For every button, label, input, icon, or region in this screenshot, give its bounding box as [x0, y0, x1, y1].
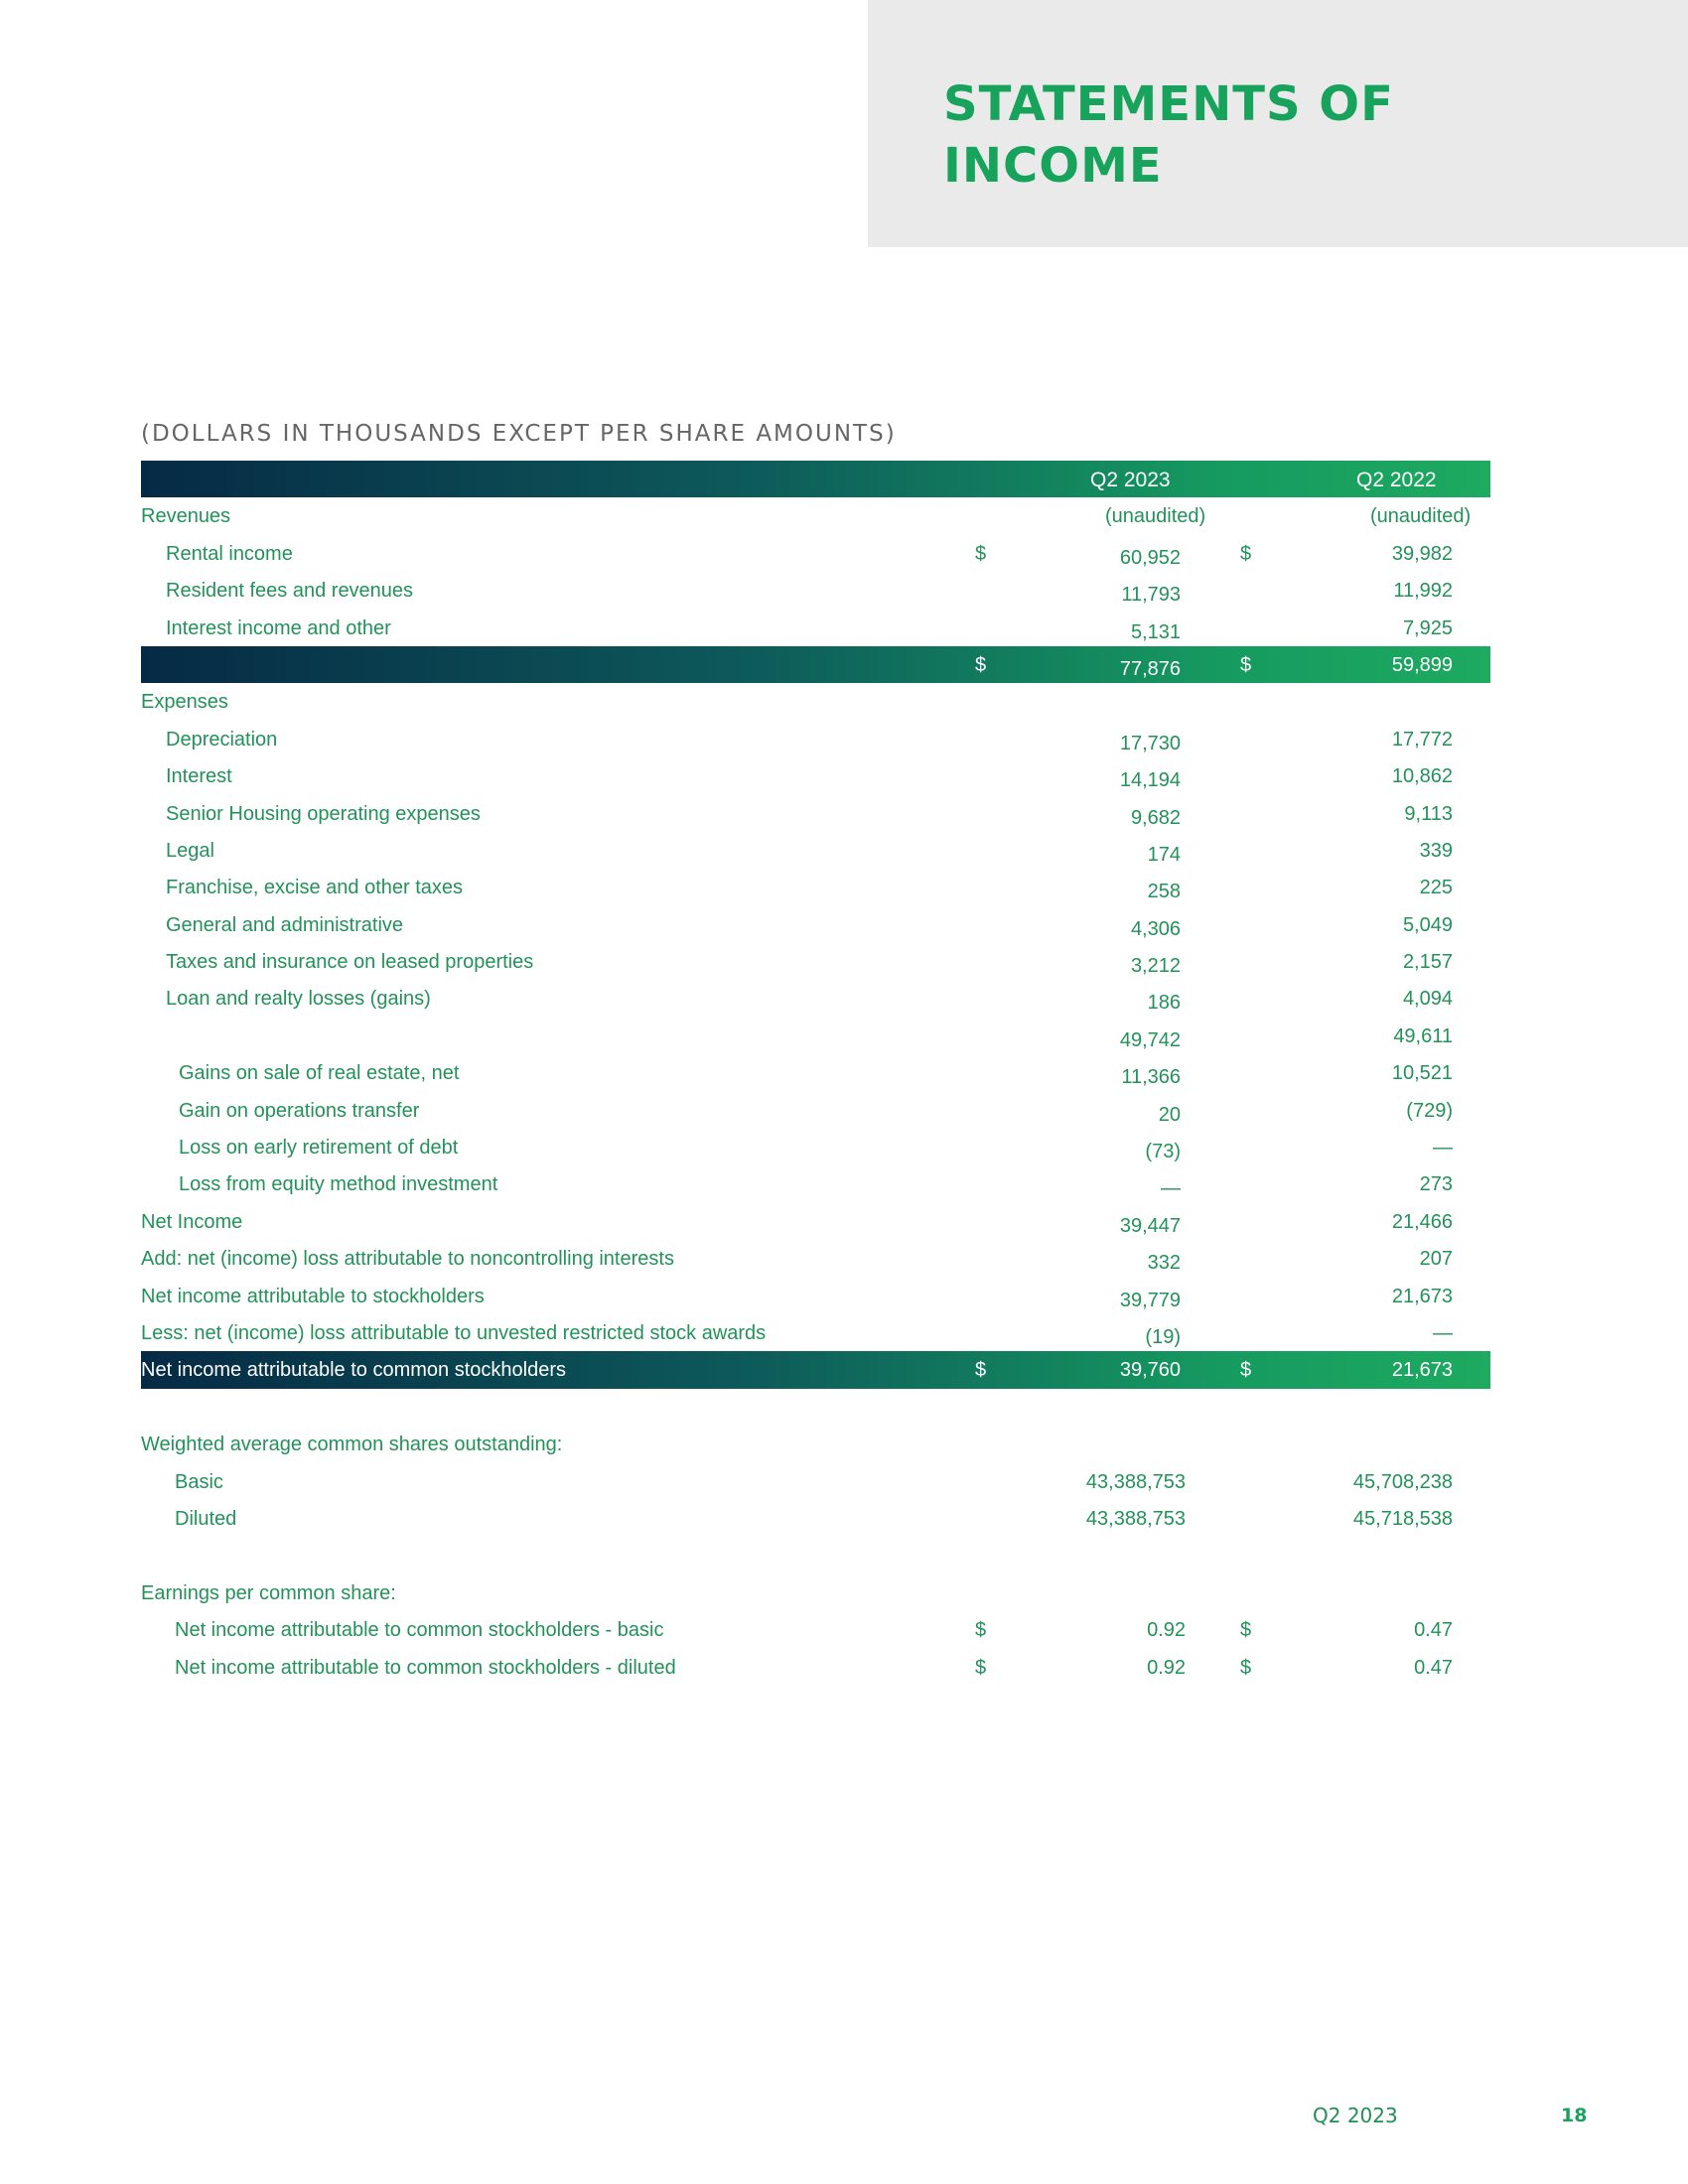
- row-label: Rental income: [166, 542, 293, 565]
- value-q2-2023: 17,730: [1119, 732, 1181, 754]
- row-label: Net Income: [141, 1210, 243, 1233]
- currency-symbol: $: [1240, 1359, 1252, 1382]
- row-label: Basic: [175, 1470, 223, 1493]
- table-row: [141, 535, 1490, 572]
- value-q2-2023: 39,760: [1119, 1359, 1181, 1382]
- value-q2-2023: 9,682: [1130, 806, 1181, 829]
- currency-symbol: $: [975, 653, 987, 676]
- row-label: General and administrative: [166, 913, 404, 936]
- value-q2-2022: 21,466: [1391, 1210, 1453, 1233]
- value-q2-2022: 9,113: [1404, 802, 1453, 825]
- value-q2-2022: 225: [1419, 877, 1453, 899]
- value-q2-2022: 0.47: [1414, 1619, 1453, 1642]
- table-row: [141, 832, 1490, 869]
- row-label: Diluted: [175, 1507, 237, 1530]
- value-q2-2022: 10,521: [1391, 1062, 1453, 1085]
- table-row: [141, 1500, 1490, 1537]
- table-row: [141, 757, 1490, 794]
- value-q2-2023: 0.92: [1147, 1619, 1186, 1642]
- value-q2-2023: (19): [1145, 1325, 1181, 1348]
- row-label: Taxes and insurance on leased properties: [166, 951, 534, 974]
- row-label: Net income attributable to common stockholders - basic: [175, 1619, 664, 1642]
- currency-symbol: $: [1240, 653, 1252, 676]
- value-q2-2023: —: [1161, 1177, 1181, 1200]
- section-label: Revenues: [141, 505, 231, 528]
- value-q2-2023: 60,952: [1119, 546, 1181, 569]
- table-row: [141, 1054, 1490, 1091]
- value-q2-2022: 45,708,238: [1352, 1470, 1453, 1493]
- table-row: [141, 1129, 1490, 1165]
- value-q2-2022: 10,862: [1391, 765, 1453, 788]
- value-q2-2022: 45,718,538: [1352, 1507, 1453, 1530]
- table-row: [141, 1278, 1490, 1314]
- table-row: [141, 1165, 1490, 1202]
- currency-symbol: $: [1240, 1656, 1252, 1679]
- value-q2-2023: 3,212: [1130, 955, 1181, 978]
- column-header-q2-2022: Q2 2022: [1356, 469, 1437, 491]
- table-row: [141, 795, 1490, 832]
- row-label: Net income attributable to common stockholders - diluted: [175, 1656, 676, 1679]
- row-label: Resident fees and revenues: [166, 580, 414, 603]
- section-label: Weighted average common shares outstanding:: [141, 1433, 563, 1456]
- title-panel: [868, 0, 1688, 247]
- value-q2-2022: (729): [1406, 1099, 1453, 1122]
- value-q2-2022: 11,992: [1393, 580, 1453, 603]
- value-q2-2023: 39,779: [1119, 1289, 1181, 1311]
- net-income-common-band: [141, 1351, 1490, 1388]
- value-q2-2022: —: [1433, 1137, 1453, 1160]
- table-row: [141, 1649, 1490, 1686]
- row-label: Net income attributable to stockholders: [141, 1285, 485, 1307]
- value-q2-2022: 21,673: [1391, 1285, 1453, 1307]
- value-q2-2023: 5,131: [1130, 620, 1181, 643]
- table-row: [141, 1611, 1490, 1648]
- value-q2-2023: (73): [1145, 1141, 1181, 1163]
- currency-symbol: $: [975, 1656, 987, 1679]
- column-header-q2-2023: Q2 2023: [1090, 469, 1171, 491]
- section-eps: [141, 1574, 1490, 1611]
- value-q2-2023: 43,388,753: [1085, 1507, 1186, 1530]
- value-q2-2023: 20: [1158, 1103, 1181, 1126]
- row-label: Interest income and other: [166, 616, 391, 639]
- value-q2-2022: 17,772: [1391, 728, 1453, 751]
- row-label: Interest: [166, 765, 232, 788]
- section-expenses: [141, 683, 1490, 720]
- value-q2-2023: 14,194: [1119, 769, 1181, 792]
- value-q2-2023: 39,447: [1119, 1214, 1181, 1237]
- section-label: Expenses: [141, 691, 228, 714]
- spacer: [141, 1389, 1490, 1426]
- value-q2-2022: 7,925: [1402, 616, 1453, 639]
- row-label: Gains on sale of real estate, net: [179, 1062, 460, 1085]
- value-q2-2022: 273: [1419, 1173, 1453, 1196]
- currency-symbol: $: [975, 542, 987, 565]
- value-q2-2022: —: [1433, 1321, 1453, 1344]
- column-header-band: [141, 461, 1490, 497]
- value-q2-2022: 4,094: [1402, 988, 1453, 1011]
- value-q2-2022: 5,049: [1402, 913, 1453, 936]
- section-shares: [141, 1426, 1490, 1462]
- table-row: [141, 1240, 1490, 1277]
- section-label: Earnings per common share:: [141, 1581, 396, 1604]
- currency-symbol: $: [975, 1619, 987, 1642]
- value-q2-2023: 258: [1147, 881, 1181, 903]
- currency-symbol: $: [1240, 542, 1252, 565]
- unaudited-label: (unaudited): [1370, 505, 1472, 528]
- currency-symbol: $: [975, 1359, 987, 1382]
- table-row: [141, 610, 1490, 646]
- income-statement-table: [141, 461, 1490, 1686]
- value-q2-2023: 186: [1147, 992, 1181, 1015]
- row-label: Senior Housing operating expenses: [166, 802, 481, 825]
- row-label: Loss from equity method investment: [179, 1173, 498, 1196]
- unaudited-label: (unaudited): [1105, 505, 1206, 528]
- table-row: [141, 1203, 1490, 1240]
- page-title: [943, 73, 1394, 197]
- value-q2-2023: 0.92: [1147, 1656, 1186, 1679]
- table-row: [141, 906, 1490, 943]
- table-row: [141, 943, 1490, 980]
- currency-symbol: $: [1240, 1619, 1252, 1642]
- value-q2-2023: 11,366: [1121, 1066, 1181, 1089]
- table-row: [141, 1314, 1490, 1351]
- page-number: 18: [1561, 2105, 1588, 2126]
- value-q2-2022: 207: [1419, 1248, 1453, 1271]
- row-label: Legal: [166, 839, 214, 862]
- row-label: Franchise, excise and other taxes: [166, 877, 464, 899]
- expenses-total-row: [141, 1018, 1490, 1054]
- table-row: [141, 869, 1490, 905]
- row-label: Depreciation: [166, 728, 278, 751]
- table-row: [141, 980, 1490, 1017]
- value-q2-2022: 59,899: [1391, 653, 1453, 676]
- revenues-total-band: [141, 646, 1490, 683]
- value-q2-2022: 39,982: [1391, 542, 1453, 565]
- spacer: [141, 1537, 1490, 1573]
- value-q2-2023: 49,742: [1119, 1028, 1181, 1051]
- value-q2-2023: 332: [1147, 1252, 1181, 1275]
- footer-quarter-label: Q2 2023: [1313, 2104, 1398, 2127]
- table-row: [141, 721, 1490, 757]
- row-label: Loss on early retirement of debt: [179, 1137, 459, 1160]
- table-row: [141, 572, 1490, 609]
- value-q2-2022: 0.47: [1414, 1656, 1453, 1679]
- value-q2-2022: 49,611: [1393, 1024, 1453, 1047]
- row-label: Less: net (income) loss attributable to unvested restricted stock awards: [141, 1321, 767, 1344]
- page-title-line2: INCOME: [943, 138, 1163, 194]
- value-q2-2023: 11,793: [1121, 584, 1181, 607]
- row-label: Net income attributable to common stockholders: [141, 1359, 566, 1382]
- value-q2-2023: 43,388,753: [1085, 1470, 1186, 1493]
- row-label: Gain on operations transfer: [179, 1099, 420, 1122]
- row-label: Add: net (income) loss attributable to noncontrolling interests: [141, 1248, 674, 1271]
- page-title-line1: STATEMENTS OF: [943, 76, 1394, 132]
- value-q2-2022: 21,673: [1391, 1359, 1453, 1382]
- value-q2-2022: 2,157: [1402, 951, 1453, 974]
- table-row: [141, 1092, 1490, 1129]
- section-revenues: [141, 497, 1490, 534]
- value-q2-2022: 339: [1419, 839, 1453, 862]
- value-q2-2023: 4,306: [1130, 917, 1181, 940]
- table-row: [141, 1463, 1490, 1500]
- value-q2-2023: 77,876: [1119, 657, 1181, 680]
- row-label: Loan and realty losses (gains): [166, 988, 431, 1011]
- value-q2-2023: 174: [1147, 843, 1181, 866]
- table-caption: (DOLLARS IN THOUSANDS EXCEPT PER SHARE AMOUNTS): [141, 421, 897, 447]
